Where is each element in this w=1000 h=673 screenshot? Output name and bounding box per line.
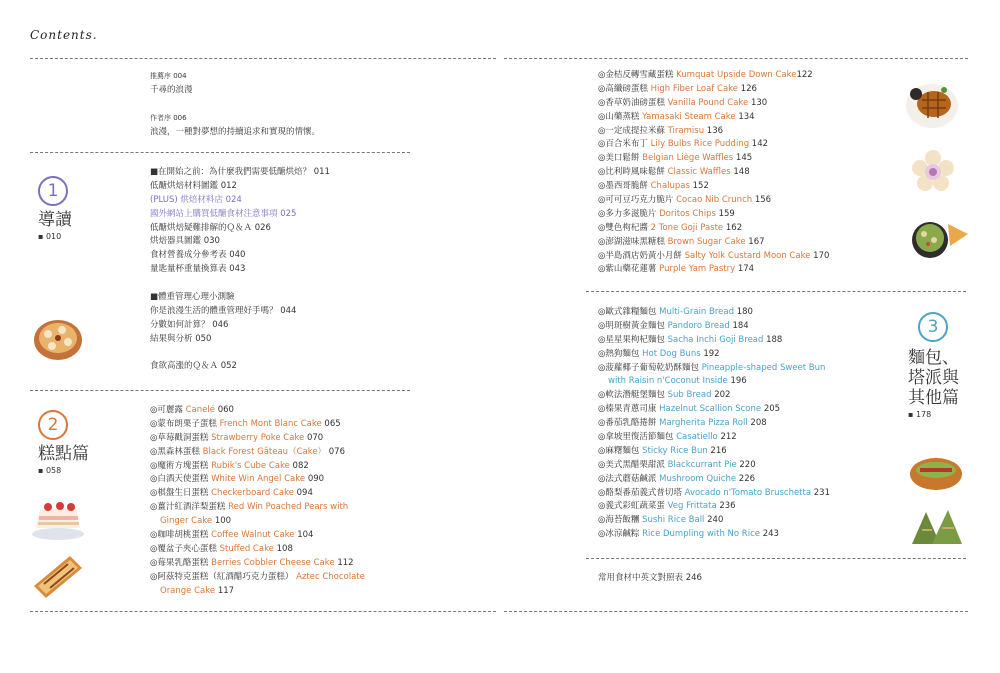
- list-item: ◎可可豆巧克力脆片 Cocao Nib Crunch 156: [598, 195, 772, 206]
- section-3-name-2: 塔派與: [908, 368, 959, 388]
- list-item: ◎歐式雜糧麵包 Multi-Grain Bread 180: [598, 307, 753, 317]
- guide-item: 分數如何計算？ 046: [150, 319, 229, 330]
- section-2-name: 糕點篇: [38, 444, 89, 464]
- list-item: ◎白酒天使蛋糕 White Win Angel Cake 090: [150, 474, 325, 485]
- section-1-label: [38, 176, 72, 241]
- list-item: ◎高纖磅蛋糕 High Fiber Loaf Cake 126: [598, 83, 757, 94]
- top-rule-right: [504, 58, 968, 59]
- section-3-number: 3: [918, 312, 948, 342]
- guide-item: 食欲高漲的Ｑ＆Ａ 052: [150, 361, 237, 372]
- guide-item: ■在開始之前：為什麼我們需要低醣烘焙？ 011: [150, 167, 330, 177]
- guide-item: 國外網站上購買低醣食材注意事項 025: [150, 208, 297, 219]
- guide-item: 結果與分析 050: [150, 333, 212, 344]
- list-item: ◎法式蘑菇鹹派 Mushroom Quiche 226: [598, 473, 756, 484]
- section-3-label: [908, 312, 959, 419]
- intro-block: [150, 70, 320, 139]
- intro-preface-title: 千尋的浪漫: [150, 84, 193, 95]
- guide-item: 你是浪漫生活的體重管理好手嗎？ 044: [150, 305, 297, 316]
- guide-item: 量匙量杯重量換算表 043: [150, 264, 246, 275]
- list-item: ◎可麗露 Canelé 060: [150, 405, 234, 415]
- list-item: ◎草莓戳洞蛋糕 Strawberry Poke Cake 070: [150, 432, 324, 443]
- rule-breads-end: [586, 558, 966, 559]
- rule-intro-end: [30, 152, 410, 153]
- list-item: ◎冰涼鹹粽 Rice Dumpling with No Rice 243: [598, 529, 779, 540]
- tart-photo: [32, 316, 84, 362]
- page-title: Contents.: [30, 28, 98, 42]
- list-item: ◎酪梨番茄義式普切塔 Avocado n'Tomato Bruschetta 231: [598, 487, 830, 498]
- roll-cake-photo: [30, 552, 86, 600]
- list-item: ◎香草奶油磅蛋糕 Vanilla Pound Cake 130: [598, 97, 768, 108]
- list-item: ◎義式彩虹蔬菜蛋 Veg Frittata 236: [598, 501, 736, 512]
- list-item: ◎比利時風味鬆餅 Classic Waffles 148: [598, 167, 750, 178]
- list-item: ◎墨西哥脆餅 Chalupas 152: [598, 181, 709, 192]
- intro-author-title: 浪漫，一種對夢想的持續追求和實現的情懷。: [150, 126, 321, 137]
- strawberry-cake-photo: [30, 498, 86, 542]
- list-item: Ginger Cake 100: [160, 516, 232, 527]
- list-item: ◎黑森林蛋糕 Black Forest Gâteau（Cake） 076: [150, 446, 345, 457]
- breads-list: [598, 306, 830, 542]
- bottom-rule-right: [504, 611, 968, 612]
- list-item: ◎麻糬麵包 Sticky Rice Bun 216: [598, 445, 727, 456]
- guide-item: ■體重管理心理小測驗: [150, 292, 235, 303]
- list-item: ◎菠蘿椰子葡萄乾奶酥麵包 Pineapple-shaped Sweet Bun: [598, 362, 826, 373]
- section-1-name: 導讀: [38, 210, 72, 230]
- list-item: ◎阿茲特克蛋糕（紅酒醋巧克力蛋糕） Aztec Chocolate: [150, 571, 365, 582]
- section-2-label: [38, 410, 89, 475]
- list-item: ◎一定成提拉米蘇 Tiramisu 136: [598, 125, 724, 136]
- guide-item: (PLUS) 烘焙材料店 024: [150, 194, 242, 205]
- list-item: ◎海苔飯糰 Sushi Rice Ball 240: [598, 515, 724, 526]
- list-item: ◎蒙布朗栗子蛋糕 French Mont Blanc Cake 065: [150, 418, 341, 429]
- cakes-left-list: [150, 404, 365, 598]
- list-item: ◎星星果枸杞麵包 Sacha Inchi Goji Bread 188: [598, 334, 783, 345]
- guide-block: [150, 166, 330, 374]
- appendix-entry: [598, 572, 702, 586]
- list-item: ◎熱狗麵包 Hot Dog Buns 192: [598, 348, 720, 359]
- flower-pastry-photo: [910, 148, 956, 194]
- salad-chips-photo: [908, 210, 970, 260]
- list-item: ◎咖啡胡桃蛋糕 Coffee Walnut Cake 104: [150, 530, 314, 541]
- hotdog-bun-photo: [908, 450, 964, 494]
- list-item: ◎金桔反轉雪藏蛋糕 Kumquat Upside Down Cake122: [598, 70, 813, 80]
- rule-cakes-end: [586, 291, 966, 292]
- guide-item: 烘焙器具圖鑑 030: [150, 236, 220, 247]
- rice-dumpling-photo: [908, 500, 966, 548]
- intro-author-label: 作者序 006: [150, 113, 187, 122]
- list-item: ◎薑汁紅酒洋梨蛋糕 Red Win Poached Pears with: [150, 502, 349, 513]
- rule-guide-end: [30, 390, 410, 391]
- list-item: ◎覆盆子夾心蛋糕 Stuffed Cake 108: [150, 543, 293, 554]
- section-3-name-3: 其他篇: [908, 388, 959, 408]
- list-item: ◎紫山藥花蓮薯 Purple Yam Pastry 174: [598, 264, 755, 275]
- appendix-text: 常用食材中英文對照表 246: [598, 573, 702, 583]
- list-item: ◎山藥蒸糕 Yamasaki Steam Cake 134: [598, 111, 755, 122]
- section-3-page: ▪ 178: [908, 410, 932, 419]
- list-item: Orange Cake 117: [160, 585, 235, 596]
- waffle-photo: [904, 78, 960, 130]
- list-item: ◎榛果青蔥司康 Hazelnut Scallion Scone 205: [598, 404, 781, 415]
- section-3-name-1: 麵包、: [908, 348, 959, 368]
- list-item: ◎魔術方塊蛋糕 Rubik's Cube Cake 082: [150, 460, 309, 471]
- list-item: ◎雙色枸杞醬 2 Tone Goji Paste 162: [598, 222, 743, 233]
- bottom-rule-left: [30, 611, 496, 612]
- list-item: ◎半島酒店奶黃小月餅 Salty Yolk Custard Moon Cake 170: [598, 250, 830, 261]
- list-item: ◎莓果乳酪蛋糕 Berries Cobbler Cheese Cake 112: [150, 557, 354, 568]
- list-item: ◎番茄乳酪捲餅 Margherita Pizza Roll 208: [598, 418, 767, 429]
- list-item: ◎明斑樹黃金麵包 Pandoro Bread 184: [598, 320, 749, 331]
- list-item: ◎澎湖滋味黑糖糕 Brown Sugar Cake 167: [598, 236, 765, 247]
- section-2-page: ▪ 058: [38, 466, 62, 475]
- section-1-page: ▪ 010: [38, 232, 62, 241]
- list-item: with Raisin n'Coconut Inside 196: [608, 376, 747, 387]
- list-item: ◎軟法潛艇堡麵包 Sub Bread 202: [598, 390, 731, 401]
- guide-item: 食材營養成分參考表 040: [150, 250, 246, 261]
- section-1-number: 1: [38, 176, 68, 206]
- cakes-right-list: [598, 69, 829, 277]
- section-2-number: 2: [38, 410, 68, 440]
- list-item: ◎拿坡里復活節麵包 Casatiello 212: [598, 432, 737, 443]
- intro-preface-label: 推薦序 004: [150, 72, 187, 80]
- guide-item: 低醣烘焙疑難排解的Ｑ＆Ａ 026: [150, 222, 271, 233]
- list-item: ◎多力多滋脆片 Doritos Chips 159: [598, 208, 735, 219]
- list-item: ◎棋盤生日蛋糕 Checkerboard Cake 094: [150, 488, 313, 499]
- list-item: ◎美式黑醋栗甜派 Blackcurrant Pie 220: [598, 459, 756, 470]
- list-item: ◎百合米布丁 Lily Bulbs Rice Pudding 142: [598, 139, 769, 150]
- top-rule-left: [30, 58, 496, 59]
- list-item: ◎美口鬆餅 Belgian Liège Waffles 145: [598, 153, 753, 164]
- guide-item: 低醣烘焙材料圖鑑 012: [150, 180, 237, 191]
